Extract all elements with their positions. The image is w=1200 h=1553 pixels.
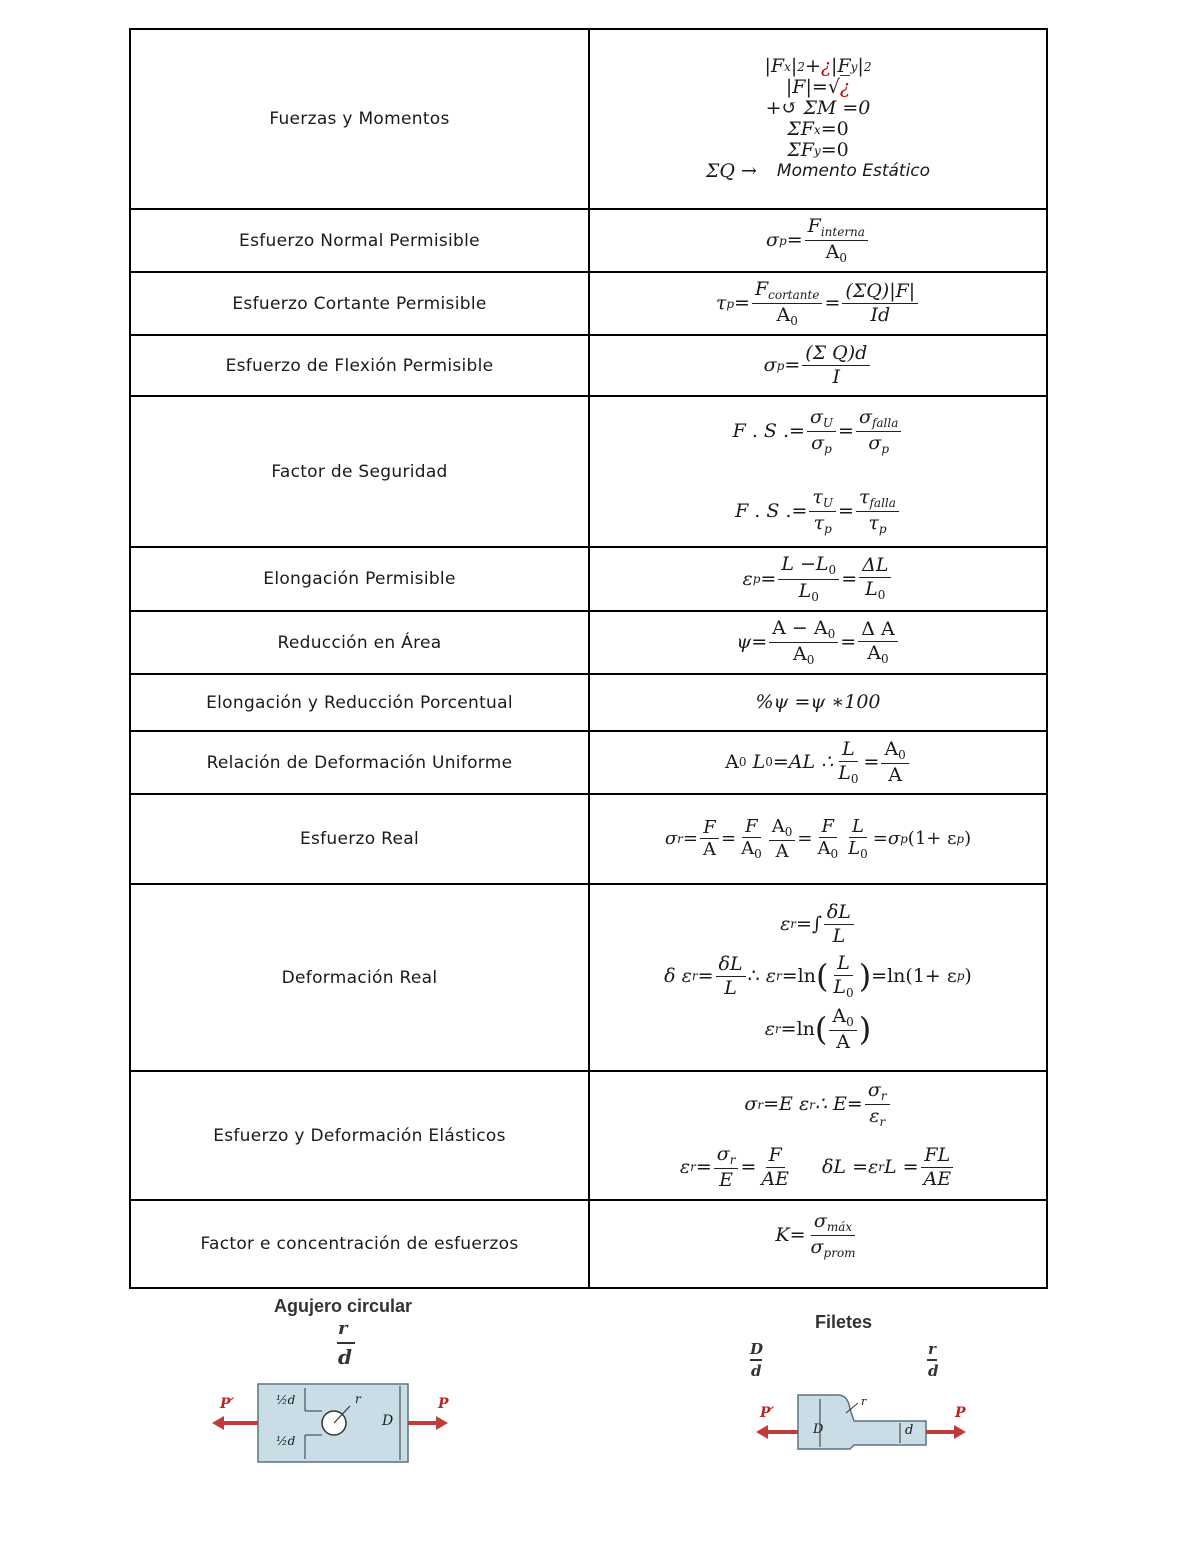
row-label: Elongación Permisible <box>130 547 589 611</box>
formula-line: ΣQ → Momento Estático <box>705 160 931 182</box>
formula-line: |F| = √ ¿ <box>785 76 851 98</box>
formula-line: ΣF y =0 <box>787 139 849 161</box>
formula-line: |F x | 2 + ¿ |F y | 2 <box>764 55 872 77</box>
formula-cell: σ r =E ε r ∴ E= $\frac{\sigma_r}{\varepsilon_r}$ ε r = $\frac{\sigma_r}{E}$ = $\frac{F}{AE}$ δL =ε r L = $\frac{FL}{AE}$ <box>589 1071 1047 1200</box>
formula-cell: ε r =∫ δL L δ ε r = $\frac{\delta L}{L}$ ∴ ε r = ln ( L $L_0$ ) =ln(1+ ε p ) ε r = ln ( $A_0$ A ) <box>589 884 1047 1071</box>
row-label: Reducción en Área <box>130 611 589 674</box>
formula-cell: τ p = $F_{cortante}$ $A_0$ = $\frac{(\Sigma Q)|F|}{Id}$ <box>589 272 1047 335</box>
row-label: Esfuerzo Real <box>130 794 589 884</box>
table-row <box>130 209 1047 272</box>
row-label: Deformación Real <box>130 884 589 1071</box>
row-label: Esfuerzo de Flexión Permisible <box>130 335 589 396</box>
table-row <box>130 29 1047 209</box>
row-label: Relación de Deformación Uniforme <box>130 731 589 794</box>
formula-cell: K= $\sigma_{máx}$ $\sigma_{prom}$ <box>589 1200 1047 1288</box>
hole-diagram: Agujero circular r d P′ P ½d ½d r D <box>210 1296 470 1471</box>
formula-cell: A 0 L 0 =AL ∴ $\frac{L}{L_0}$ = $\frac{A_0}{A}$ <box>589 731 1047 794</box>
table-row <box>130 547 1047 611</box>
table-row <box>130 335 1047 396</box>
table-row <box>130 1071 1047 1200</box>
formula-line: ΣF x =0 <box>787 118 849 140</box>
table-row <box>130 611 1047 674</box>
formula-cell: %ψ =ψ ∗100 <box>589 674 1047 731</box>
formula-cell: σ r = $\frac{F}{A}$ = $\frac{F}{A_0}$ $\frac{A_0}{A}$ = $\frac{F}{A_0}$ $\frac{L}{L_0}$ = σ p (1+ ε p ) <box>589 794 1047 884</box>
row-label: Esfuerzo Normal Permisible <box>130 209 589 272</box>
formula-cell <box>589 29 1047 209</box>
table-row <box>130 794 1047 884</box>
row-label: Fuerzas y Momentos <box>130 29 589 209</box>
formula-table <box>129 28 1048 1289</box>
table-row <box>130 396 1047 547</box>
hole-plate-svg <box>210 1376 470 1471</box>
row-label: Elongación y Reducción Porcentual <box>130 674 589 731</box>
formula-cell: F . S .= $\frac{\sigma_U}{\sigma_p}$ = $\sigma_{falla}$ $\sigma_p$ F . S .= $\frac{\tau_U}{\tau_p}$ = $\tau_{falla}$ $\tau_p$ <box>589 396 1047 547</box>
row-label: Esfuerzo Cortante Permisible <box>130 272 589 335</box>
formula-cell: σ p = $\frac{\text{(Σ Q)d}}{I}$ <box>589 335 1047 396</box>
table-row <box>130 884 1047 1071</box>
fillet-diagram: Filetes D d r d P′ P D d r <box>750 1312 980 1472</box>
hole-title: Agujero circular <box>274 1296 413 1316</box>
table-row <box>130 731 1047 794</box>
row-label: Esfuerzo y Deformación Elásticos <box>130 1071 589 1200</box>
table-row <box>130 674 1047 731</box>
table-row <box>130 1200 1047 1288</box>
formula-cell: ε p = $\frac{L -L_0}{L_0}$ = $\frac{\Delta L}{L_0}$ <box>589 547 1047 611</box>
row-label: Factor e concentración de esfuerzos <box>130 1200 589 1288</box>
moment-sum: +↺ ΣM =0 <box>765 97 871 119</box>
formula-cell: ψ= $\frac{A - A_0}{A_0}$ = $\frac{\text{Δ A}}{A_0}$ <box>589 611 1047 674</box>
fillet-title: Filetes <box>815 1312 873 1332</box>
table-row <box>130 272 1047 335</box>
formula-cell: σ p = $F_{interna}$ $A_0$ <box>589 209 1047 272</box>
row-label: Factor de Seguridad <box>130 396 589 547</box>
